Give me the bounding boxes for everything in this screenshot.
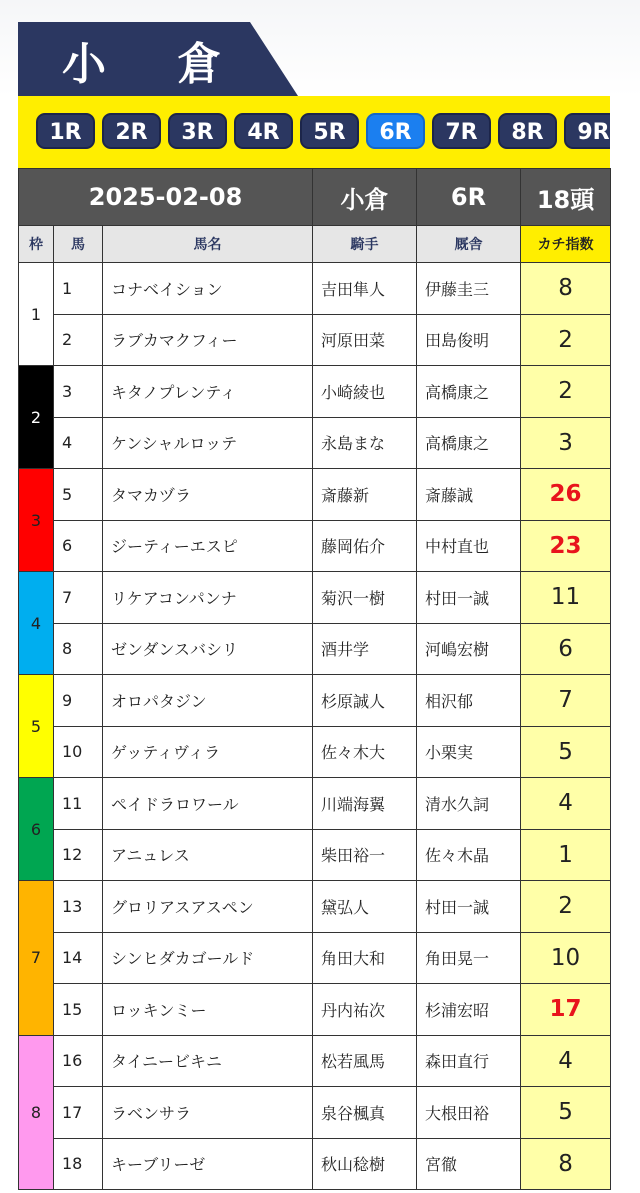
trainer-name: 角田晃一 (417, 932, 521, 984)
frame-cell: 6 (19, 778, 54, 881)
kachi-index: 2 (521, 881, 611, 933)
race-tab-5r[interactable]: 5R (300, 113, 359, 149)
horse-number: 9 (54, 675, 103, 727)
kachi-index: 2 (521, 366, 611, 418)
trainer-name: 高橋康之 (417, 366, 521, 418)
trainer-name: 森田直行 (417, 1035, 521, 1087)
horse-number: 13 (54, 881, 103, 933)
trainer-name: 斎藤誠 (417, 469, 521, 521)
trainer-name: 村田一誠 (417, 572, 521, 624)
horse-number: 18 (54, 1138, 103, 1190)
kachi-index: 1 (521, 829, 611, 881)
table-row (19, 984, 611, 1036)
jockey-name: 杉原誠人 (313, 675, 417, 727)
kachi-index: 3 (521, 417, 611, 469)
horse-number: 2 (54, 314, 103, 366)
frame-cell: 5 (19, 675, 54, 778)
horse-name[interactable]: コナベイション (103, 263, 313, 315)
trainer-name: 宮徹 (417, 1138, 521, 1190)
trainer-name: 清水久詞 (417, 778, 521, 830)
horse-name[interactable]: ケンシャルロッテ (103, 417, 313, 469)
horse-name[interactable]: シンヒダカゴールド (103, 932, 313, 984)
frame-cell: 3 (19, 469, 54, 572)
race-date: 2025-02-08 (19, 169, 313, 226)
horse-number: 6 (54, 520, 103, 572)
horse-number: 14 (54, 932, 103, 984)
jockey-name: 小崎綾也 (313, 366, 417, 418)
table-row (19, 314, 611, 366)
race-number: 6R (417, 169, 521, 226)
horse-number: 5 (54, 469, 103, 521)
table-row (19, 623, 611, 675)
race-card-table (18, 168, 611, 1190)
trainer-name: 田島俊明 (417, 314, 521, 366)
kachi-index: 4 (521, 1035, 611, 1087)
race-tab-2r[interactable]: 2R (102, 113, 161, 149)
kachi-index: 6 (521, 623, 611, 675)
race-info-row (19, 169, 611, 226)
horse-name[interactable]: ペイドラロワール (103, 778, 313, 830)
frame-cell: 4 (19, 572, 54, 675)
kachi-index: 17 (521, 984, 611, 1036)
table-row (19, 881, 611, 933)
kachi-index: 11 (521, 572, 611, 624)
kachi-index: 23 (521, 520, 611, 572)
jockey-name: 黛弘人 (313, 881, 417, 933)
race-venue: 小倉 (313, 169, 417, 226)
horse-number: 4 (54, 417, 103, 469)
horse-number: 3 (54, 366, 103, 418)
jockey-name: 藤岡佑介 (313, 520, 417, 572)
jockey-name: 松若風馬 (313, 1035, 417, 1087)
table-row (19, 829, 611, 881)
horse-number: 17 (54, 1087, 103, 1139)
table-row (19, 366, 611, 418)
kachi-index: 7 (521, 675, 611, 727)
horse-name[interactable]: ジーティーエスピ (103, 520, 313, 572)
horse-name[interactable]: オロパタジン (103, 675, 313, 727)
kachi-index: 5 (521, 726, 611, 778)
horse-name[interactable]: グロリアスアスペン (103, 881, 313, 933)
column-header-row (19, 226, 611, 263)
trainer-name: 佐々木晶 (417, 829, 521, 881)
jockey-name: 丹内祐次 (313, 984, 417, 1036)
jockey-name: 菊沢一樹 (313, 572, 417, 624)
race-tab-6r[interactable]: 6R (366, 113, 425, 149)
trainer-name: 村田一誠 (417, 881, 521, 933)
kachi-index: 5 (521, 1087, 611, 1139)
table-row (19, 263, 611, 315)
horse-name[interactable]: キーブリーゼ (103, 1138, 313, 1190)
table-row (19, 1087, 611, 1139)
horse-number: 12 (54, 829, 103, 881)
col-horse-number: 馬 (54, 226, 103, 263)
table-row (19, 417, 611, 469)
horse-name[interactable]: ロッキンミー (103, 984, 313, 1036)
table-row (19, 1138, 611, 1190)
jockey-name: 吉田隼人 (313, 263, 417, 315)
kachi-index: 26 (521, 469, 611, 521)
horse-number: 16 (54, 1035, 103, 1087)
race-tab-9r[interactable]: 9R (564, 113, 610, 149)
horse-name[interactable]: ラブカマクフィー (103, 314, 313, 366)
trainer-name: 河嶋宏樹 (417, 623, 521, 675)
kachi-index: 4 (521, 778, 611, 830)
table-row (19, 932, 611, 984)
kachi-index: 8 (521, 263, 611, 315)
trainer-name: 相沢郁 (417, 675, 521, 727)
jockey-name: 酒井学 (313, 623, 417, 675)
horse-name[interactable]: アニュレス (103, 829, 313, 881)
horse-number: 10 (54, 726, 103, 778)
race-tab-8r[interactable]: 8R (498, 113, 557, 149)
table-row (19, 520, 611, 572)
trainer-name: 伊藤圭三 (417, 263, 521, 315)
horse-name[interactable]: キタノプレンティ (103, 366, 313, 418)
runner-count: 18頭 (521, 169, 611, 226)
jockey-name: 河原田菜 (313, 314, 417, 366)
horse-number: 7 (54, 572, 103, 624)
kachi-index: 8 (521, 1138, 611, 1190)
jockey-name: 泉谷楓真 (313, 1087, 417, 1139)
jockey-name: 永島まな (313, 417, 417, 469)
col-waku: 枠 (19, 226, 54, 263)
jockey-name: 佐々木大 (313, 726, 417, 778)
table-row (19, 778, 611, 830)
col-trainer: 厩舎 (417, 226, 521, 263)
table-row (19, 469, 611, 521)
jockey-name: 秋山稔樹 (313, 1138, 417, 1190)
col-horse-name: 馬名 (103, 226, 313, 263)
table-row (19, 726, 611, 778)
venue-title: 小 倉 (62, 39, 250, 90)
frame-cell: 1 (19, 263, 54, 366)
horse-number: 8 (54, 623, 103, 675)
table-row (19, 675, 611, 727)
jockey-name: 角田大和 (313, 932, 417, 984)
race-tab-4r[interactable]: 4R (234, 113, 293, 149)
trainer-name: 大根田裕 (417, 1087, 521, 1139)
jockey-name: 川端海翼 (313, 778, 417, 830)
col-kachi-index: カチ指数 (521, 226, 611, 263)
horse-name[interactable]: リケアコンパンナ (103, 572, 313, 624)
race-tab-1r[interactable]: 1R (36, 113, 95, 149)
trainer-name: 杉浦宏昭 (417, 984, 521, 1036)
race-tab-3r[interactable]: 3R (168, 113, 227, 149)
race-tab-7r[interactable]: 7R (432, 113, 491, 149)
horse-name[interactable]: ゼンダンスバシリ (103, 623, 313, 675)
trainer-name: 中村直也 (417, 520, 521, 572)
jockey-name: 柴田裕一 (313, 829, 417, 881)
frame-cell: 2 (19, 366, 54, 469)
trainer-name: 小栗実 (417, 726, 521, 778)
kachi-index: 10 (521, 932, 611, 984)
trainer-name: 高橋康之 (417, 417, 521, 469)
table-row (19, 572, 611, 624)
table-row (19, 1035, 611, 1087)
horse-name[interactable]: タイニービキニ (103, 1035, 313, 1087)
col-jockey: 騎手 (313, 226, 417, 263)
horse-name[interactable]: タマカヅラ (103, 469, 313, 521)
frame-cell: 8 (19, 1035, 54, 1190)
jockey-name: 斎藤新 (313, 469, 417, 521)
race-tab-bar (18, 96, 610, 168)
frame-cell: 7 (19, 881, 54, 1036)
horse-name[interactable]: ゲッティヴィラ (103, 726, 313, 778)
horse-number: 11 (54, 778, 103, 830)
horse-name[interactable]: ラベンサラ (103, 1087, 313, 1139)
kachi-index: 2 (521, 314, 611, 366)
horse-number: 1 (54, 263, 103, 315)
horse-number: 15 (54, 984, 103, 1036)
